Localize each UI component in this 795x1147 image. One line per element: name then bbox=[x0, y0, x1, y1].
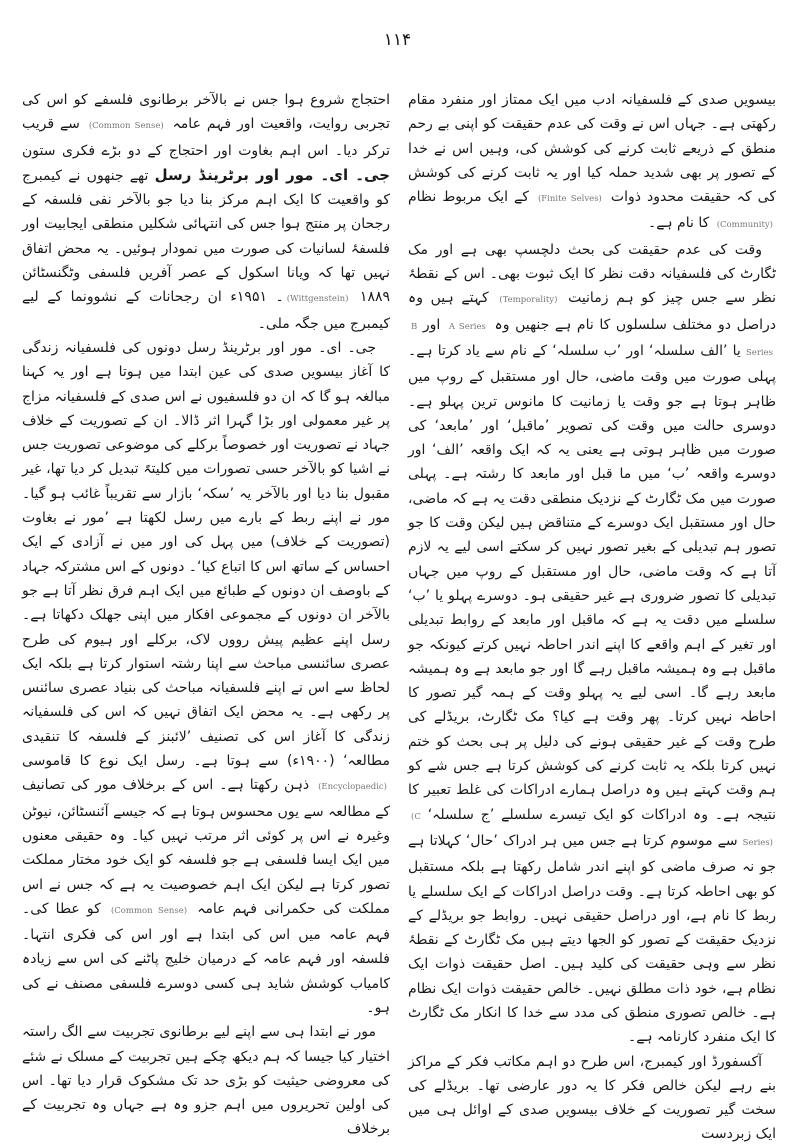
english-gloss: (Common Sense) bbox=[88, 121, 164, 132]
paragraph bbox=[22, 1020, 390, 1141]
text-run: کے ایک مربوط نظام bbox=[408, 189, 535, 206]
english-gloss: A Series bbox=[448, 321, 486, 332]
text-run: آکسفورڈ اور کیمبرج، اس طرح دو اہم مکاتب فکر کے مراکز بنے رہے لیکن خالص فکر کا یہ دور عارضی تھا۔ بریڈلے کی سخت گیر تصوریت کے خلاف بیسویں صدی کے اوائل ہی میں ایک زبردست bbox=[408, 1053, 776, 1143]
english-gloss: (Finite Selves) bbox=[537, 194, 602, 205]
emphasized-names: جی۔ ای۔ مور اور برٹرینڈ رسل bbox=[154, 165, 390, 184]
english-gloss: (C Series) bbox=[411, 811, 773, 848]
text-run: احتجاج شروع ہوا جس نے بالآخر برطانوی فلسفے کو اس کی تجربی روایت، واقعیت اور فہم عامہ bbox=[22, 92, 390, 133]
paragraph bbox=[408, 1050, 776, 1147]
text-run: کو عطا کی۔ فہم عامہ میں اس کی ابتدا ہے اور اس کی فکری انتہا۔ فلسفہ اور فہم عامہ کے درمیان خلیج پاٹنے کی اس سے زیادہ کامیاب کوشش شاید ہی کسی دوسرے فلسفی مصنف نے کی ہو۔ bbox=[22, 900, 390, 1016]
text-run: سے موسوم کرتا ہے جس میں ہر ادراک ’حال‘ کہلاتا ہے جو نہ صرف ماضی کو اپنے اندر شامل رکھتا ہے بلکہ مستقبل کو بھی احاطہ کرتا ہے۔ وقت دراصل ادراکات کے ایک سلسلے یا ربط کا نام ہے، اور دراصل حقیقی نہیں۔ روابط جو بریڈلے کے نزدیک حقیقت کے تصور کو الجھا دیتے ہیں مک ٹگارٹ کے نقطۂ نظر سے وہی حقیقت کی کلید ہیں۔ اصل حقیقت ذوات ایک نظام ہے، خود ذات مطلق نہیں۔ خالص حقیقت ذوات ایک نظام ہے۔ خالص تصوری منطق کی مدد سے خدا کا انکار مک ٹگارٹ کا ایک منفرد کارنامہ ہے۔ bbox=[408, 832, 776, 1046]
text-run: اور bbox=[417, 316, 446, 333]
text-run: بیسویں صدی کے فلسفیانہ ادب میں ایک ممتاز اور منفرد مقام رکھتی ہے۔ جہاں اس نے وقت کی عدم حقیقت کو اپنی بے رحم منطق کے ذریعے ثابت کرنے کی کوشش کی، وہیں اس نے خدا کے تصور پر بھی شدید حملہ کیا اور یہ ثابت کرنے کی کوشش کی کہ حقیقت محدود ذوات bbox=[408, 92, 776, 206]
paragraph bbox=[22, 88, 390, 336]
english-gloss: (Temporality) bbox=[499, 295, 558, 306]
english-gloss: (Community) bbox=[716, 220, 773, 231]
paragraph bbox=[408, 238, 776, 1050]
text-run: تھے جنھوں نے کیمبرج کو واقعیت کا ایک اہم مرکز بنا دیا جو بالآخر نفی فلسفہ کے رجحان پر منتج ہوا جس کی انتہائی شکلیں منطقی ایجابیت اور فلسفۂ لسانیات کی صورت میں نمودار ہوئیں۔ یہ محض اتفاق نہیں تھا کہ ویانا اسکول کے عصر آفریں فلسفی وٹگنسٹائن bbox=[22, 167, 390, 282]
english-gloss: (Common Sense) bbox=[110, 905, 188, 916]
text-run: ۱۸۸۹۔ ۱۹۵۱ء ان رجحانات کے نشوونما کے لیے کیمبرج میں جگہ ملی۔ bbox=[22, 289, 391, 332]
text-run: کا نام ہے۔ bbox=[648, 215, 714, 232]
english-gloss: (Wittgenstein) bbox=[286, 294, 349, 305]
english-gloss: (Encyclopaedic) bbox=[318, 782, 387, 793]
text-run: جی۔ ای۔ مور اور برٹرینڈ رسل دونوں کی فلسفیانہ زندگی کا آغاز بیسویں صدی کی عین ابتدا میں ہوتا ہے اور یہ کہنا مبالغہ ہو گا کہ ان دو فلسفیوں نے اس صدی کے فلسفیانہ مزاج پر غیر معمولی اور بڑا گہرا اثر ڈالا۔ ان کے تصوریت کے خلاف جہاد نے تصوریت اور خصوصاً برکلے کی موضوعی تصوریت جس نے اشیا کو بالآخر حسی تصورات میں کلیتہً تبدیل کر دیا تھا، غیر مقبول بنا دیا اور بالآخر یہ ’سکہ‘ بازار سے تقریباً غائب ہو گیا۔ مور نے اپنے ربط کے بارے میں رسل لکھتا ہے ’مور نے بغاوت (تصوریت کے خلاف) میں پہل کی اور میں نے آزادی کے ایک احساس کے ساتھ اس کا اتباع کیا‘۔ دونوں کے اس مشترکہ جہاد کے باوصف ان دونوں کے طبائع میں ایک اہم فرق نظر آتا ہے جو بالآخر ان دونوں کے مجموعی افکار میں اپنی جھلک دکھاتا ہے۔ رسل اپنے عظیم پیش رووں لاک، برکلے اور ہیوم کی طرح عصری سائنسی مباحث سے اپنا رشتہ استوار کرتا ہے بلکہ ایک لحاظ سے اس نے اپنے فلسفیانہ مباحث کی بنیاد عصری سائنس پر رکھی ہے۔ یہ محض ایک اتفاق نہیں کہ اس کی فلسفیانہ زندگی کا آغاز اس کی تصنیف ’لائبنز کے فلسفہ کا تنقیدی مطالعہ‘ (۱۹۰۰ء) سے ہوتا ہے۔ رسل ایک نوع کا قاموسی bbox=[22, 339, 391, 770]
right-text-column bbox=[408, 88, 776, 1143]
text-run: سے قریب ترکر دیا۔ اس اہم بغاوت اور احتجاج کے دو بڑے فکری ستون bbox=[22, 116, 390, 159]
english-gloss: B Series bbox=[411, 321, 773, 358]
text-run: وقت کی عدم حقیقت کی بحث دلچسپ بھی ہے اور مک ٹگارٹ کی فلسفیانہ دقت نظر کا ایک ثبوت بھی۔ اس کے نقطۂ نظر سے جس چیز کو ہم زمانیت bbox=[408, 241, 776, 307]
paragraph bbox=[408, 88, 776, 238]
left-text-column bbox=[22, 88, 391, 1138]
page-number: ۱۱۴ bbox=[383, 30, 412, 50]
text-run: ذہن رکھتا ہے۔ اس کے برخلاف مور کی تصانیف کے مطالعہ سے یوں محسوس ہوتا ہے کہ جیسے آئنسٹائن، نیوٹن وغیرہ نے اس پر کوئی اثر مرتب نہیں کیا۔ وہ حقیقی معنوں میں ایک ایسا فلسفی ہے جو فلسفہ کو ایک خود مختار مملکت تصور کرتا ہے لیکن ایک اہم خصوصیت یہ ہے کہ جس نے اس مملکت کی حکمرانی فہم عامہ bbox=[22, 777, 391, 917]
text-run: یا ’الف سلسلہ‘ اور ’ب سلسلہ‘ کے نام سے یاد کرتا ہے۔ پہلی صورت میں وقت ماضی، حال اور مستقبل کے روپ میں ظاہر ہوتا ہے جو وقت یا زمانیت کا مانوس ترین پہلو ہے۔ دوسری حالت میں وقت کی تصویر ’ماقبل‘ اور ’مابعد‘ کی صورت میں ظاہر ہوتی ہے یعنی یہ کہ ایک واقعہ ’الف‘ اور دوسرے واقعہ ’ب‘ میں ما قبل اور مابعد کا رشتہ ہے۔ پہلی صورت میں مک ٹگارٹ کے نزدیک منطقی دقت یہ ہے کہ ماضی، حال اور مستقبل ایک دوسرے کے متناقض ہیں لیکن وقت کا جو تصور ہم تبدیلی کے بغیر تصور نہیں کر سکتے اسی لیے یہ لازم آتا ہے کہ وقت ماضی، حال اور مستقبل کے روپ میں جہاں تبدیلی کا تصور ضروری ہے غیر حقیقی ہو۔ دوسرے پہلو یا ’ب‘ سلسلے میں دقت یہ ہے کہ ماقبل اور مابعد کے روابط تبدیلی اور تغیر کے اہم واقعے کا اپنے اندر احاطہ نہیں کرتے کیونکہ جو ماقبل ہے وہ ہمیشہ ماقبل رہے گا اور جو مابعد ہے وہ ہمیشہ مابعد رہے گا۔ اسی لیے یہ پہلو وقت کے ہمہ گیر تصور کا احاطہ نہیں کرتا۔ پھر وقت ہے کیا؟ مک ٹگارٹ، بریڈلے کی طرح وقت کے غیر حقیقی ہونے کی دلیل پر ہی بحث کو ختم نہیں کرتا بلکہ یہ ثابت کرنے کی کوشش کرتا ہے جس شے کو ہم وقت کہتے ہیں وہ دراصل ہمارے ادراکات کی غلط تعبیر کا نتیجہ ہے۔ وہ ادراکات کو ایک تیسرے سلسلے ’ج سلسلہ‘ bbox=[408, 342, 776, 823]
paragraph bbox=[22, 336, 390, 1020]
text-run: مور نے ابتدا ہی سے اپنے لیے برطانوی تجربیت سے الگ راستہ اختیار کیا جیسا کہ ہم دیکھ چکے ہیں تجربیت کے مسلک نے شئے کی معروضی حیثیت کو بڑی حد تک مشکوک قرار دیا تھا۔ اس کی اولین تحریروں میں اہم جزو وہ ہے جہاں وہ تجربیت کے برخلاف bbox=[22, 1024, 390, 1138]
text-run: کہتے ہیں وہ دراصل دو مختلف سلسلوں کا نام ہے جنھیں وہ bbox=[408, 290, 776, 333]
